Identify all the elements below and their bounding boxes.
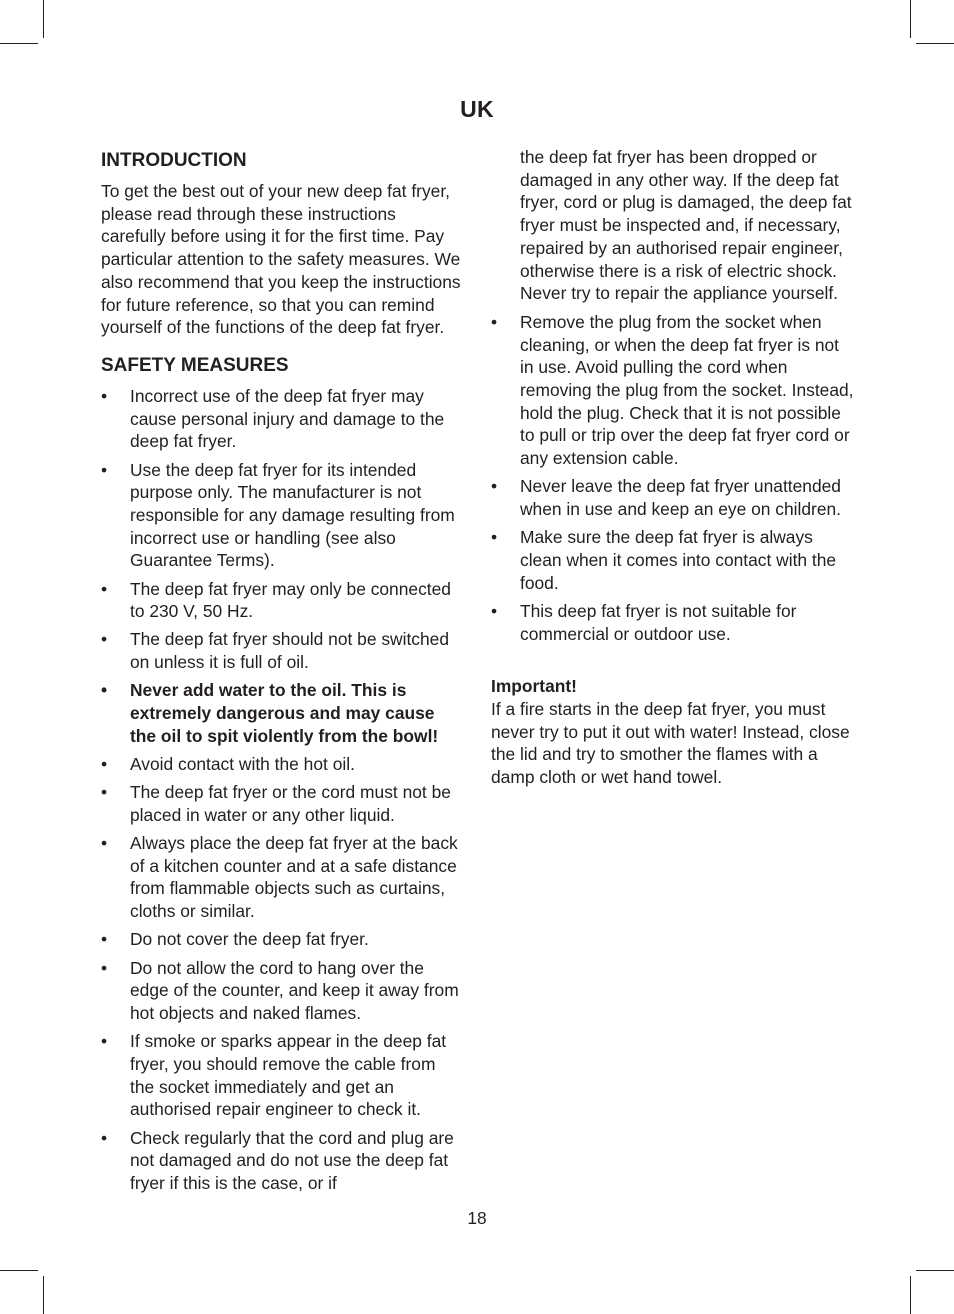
important-text: If a fire starts in the deep fat fryer, you must never try to put it out with water! Instead, close the lid and try to smother the flames with a damp cloth or wet hand towel. — [491, 698, 850, 788]
left-column — [101, 146, 463, 1200]
introduction-text: To get the best out of your new deep fat fryer, please read through these instructions carefully before using it for the first time. Pay particular attention to the safety measures. We also recommend that you keep the instructions for future reference, so that you can remind yourself of the functions of the deep fat fryer. — [101, 181, 461, 338]
list-item: • Always place the deep fat fryer at the back of a kitchen counter and at a safe distance from flammable objects such as curtains, cloths or similar. — [101, 832, 463, 923]
list-item: • Make sure the deep fat fryer is always clean when it comes into contact with the food. — [491, 526, 857, 594]
crop-mark — [0, 43, 38, 44]
list-item: • Never leave the deep fat fryer unattended when in use and keep an eye on children. — [491, 475, 857, 520]
list-item-continuation: the deep fat fryer has been dropped or damaged in any other way. If the deep fat fryer, cord or plug is damaged, the deep fat fryer must be inspected and, if necessary, repaired by an authorised repair engineer, otherwise there is a risk of electric shock. Never try to repair the appliance yourself. — [520, 147, 852, 304]
list-item: • This deep fat fryer is not suitable for commercial or outdoor use. — [491, 600, 857, 645]
crop-mark — [910, 1276, 911, 1314]
introduction-heading: INTRODUCTION — [101, 150, 247, 171]
language-label: UK — [460, 96, 494, 122]
crop-mark — [916, 43, 954, 44]
list-item: • The deep fat fryer may only be connected to 230 V, 50 Hz. — [101, 578, 463, 623]
list-item: • Do not allow the cord to hang over the edge of the counter, and keep it away from hot objects and naked flames. — [101, 957, 463, 1025]
list-item: • If smoke or sparks appear in the deep fat fryer, you should remove the cable from the socket immediately and get an authorised repair engineer to check it. — [101, 1030, 463, 1121]
list-item: • Incorrect use of the deep fat fryer may cause personal injury and damage to the deep fat fryer. — [101, 385, 463, 453]
crop-mark — [43, 1276, 44, 1314]
safety-heading: SAFETY MEASURES — [101, 354, 289, 376]
list-item: • Do not cover the deep fat fryer. — [101, 928, 463, 951]
safety-list-continued — [491, 311, 857, 645]
list-item: • Remove the plug from the socket when cleaning, or when the deep fat fryer is not in use. Avoid pulling the cord when removing the plug from the socket. Instead, hold the plug. Check that it is not possible to pull or trip over the deep fat fryer cord or any extension cable. — [491, 311, 857, 470]
safety-list — [101, 385, 463, 1195]
list-item: • The deep fat fryer or the cord must not be placed in water or any other liquid. — [101, 781, 463, 826]
right-column — [491, 146, 857, 789]
list-item: • Avoid contact with the hot oil. — [101, 753, 463, 776]
crop-mark — [43, 0, 44, 38]
page-number: 18 — [467, 1208, 487, 1228]
list-item: • Check regularly that the cord and plug are not damaged and do not use the deep fat fryer if this is the case, or if — [101, 1127, 463, 1195]
list-item: • The deep fat fryer should not be switched on unless it is full of oil. — [101, 628, 463, 673]
important-title: Important! — [491, 676, 577, 697]
crop-mark — [0, 1270, 38, 1271]
crop-mark — [916, 1270, 954, 1271]
list-item: • Use the deep fat fryer for its intended purpose only. The manufacturer is not responsible for any damage resulting from incorrect use or handling (see also Guarantee Terms). — [101, 459, 463, 573]
crop-mark — [910, 0, 911, 38]
warning-item: • Never add water to the oil. This is extremely dangerous and may cause the oil to spit violently from the bowl! — [101, 679, 463, 747]
